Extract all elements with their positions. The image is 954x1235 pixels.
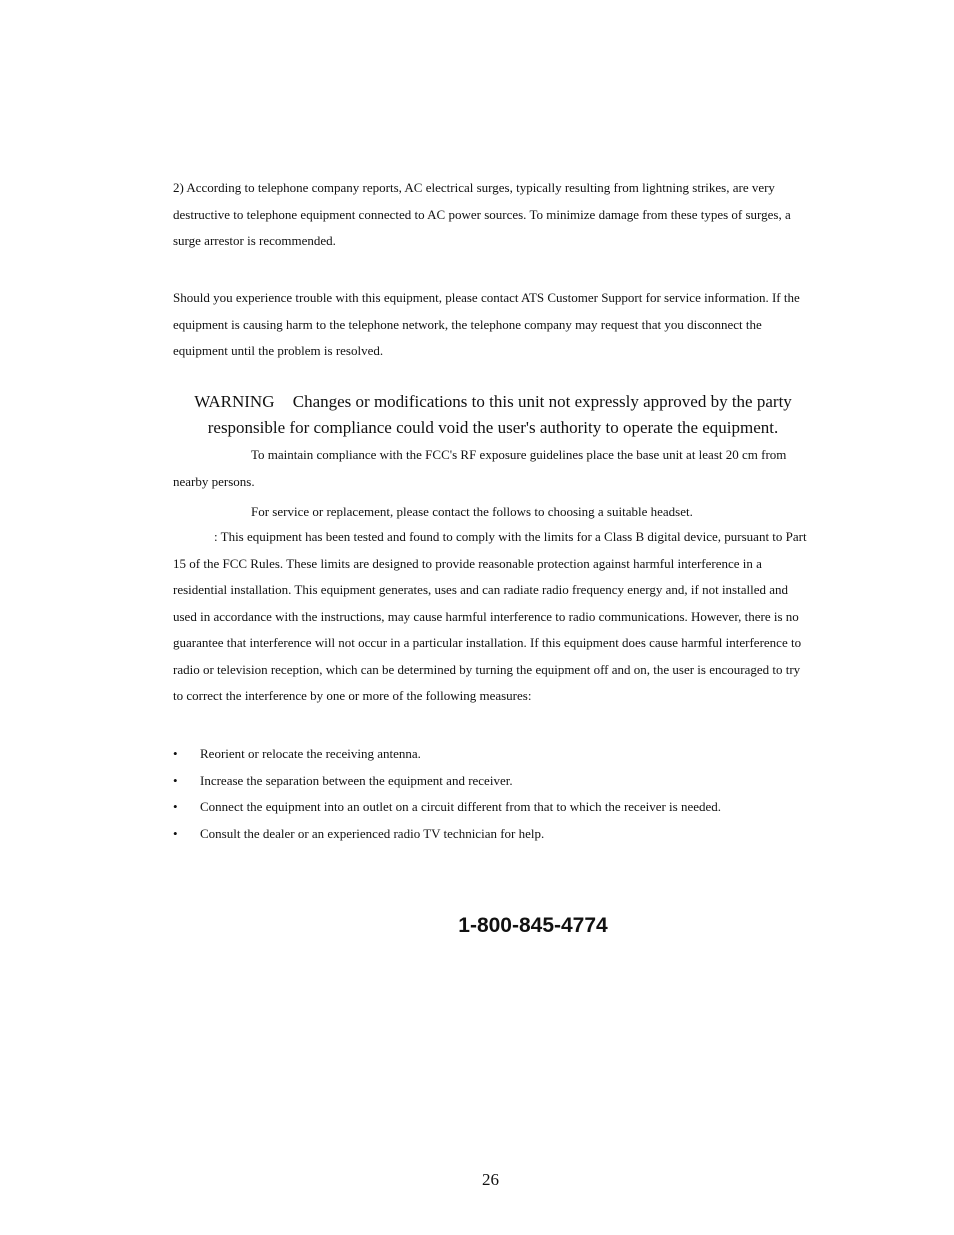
list-item-text: Consult the dealer or an experienced radio TV technician for help. (200, 825, 545, 841)
warning-text: Changes or modifications to this unit not expressly approved by the party responsible for compliance could void the user's authority to operate the equipment. (207, 392, 792, 437)
list-item (173, 741, 721, 768)
support-phone-number: 1-800-845-4774 (458, 914, 608, 937)
list-item-text: Connect the equipment into an outlet on a circuit different from that to which the receiver is needed. (200, 799, 722, 814)
list-item (173, 794, 721, 821)
fcc-notice-paragraph: : This equipment has been tested and found to comply with the limits for a Class B digital device, pursuant to Part 15 of the FCC Rules. These limits are designed to provide reasonable protection against harmful interference in a residential installation. This equipment generates, uses and can radiate radio frequency energy and, if not installed and used in accordance with the instructions, may cause harmful interference to radio communications. However, there is no guarantee that interference will not occur in a particular installation. If this equipment does cause harmful interference to radio or television reception, which can be determined by turning the equipment off and on, the user is encouraged to try to correct the interference by one or more of the following measures: (173, 529, 807, 703)
page-number: 26 (482, 1170, 499, 1189)
list-item-text: Increase the separation between the equipment and receiver. (200, 772, 513, 788)
surge-paragraph: 2) According to telephone company reports, AC electrical surges, typically resulting from lightning strikes, are very destructive to telephone equipment connected to AC power sources. To minimize damage from these types of surges, a surge arrestor is recommended. (173, 180, 791, 248)
list-item-text: Reorient or relocate the receiving antenna. (200, 746, 421, 761)
measures-list (173, 741, 721, 847)
list-item (173, 768, 721, 795)
service-paragraph: For service or replacement, please contact the follows to choosing a suitable headset. (251, 504, 693, 519)
bullet-icon: • (173, 799, 178, 814)
warning-label: WARNING (194, 392, 275, 411)
bullet-icon: • (173, 772, 178, 788)
list-item (173, 821, 721, 848)
bullet-icon: • (173, 746, 178, 761)
warning-notice (173, 389, 813, 441)
bullet-icon: • (173, 825, 178, 841)
trouble-paragraph: Should you experience trouble with this equipment, please contact ATS Customer Support for service information. If the equipment is causing harm to the telephone network, the telephone company may request that you disconnect the equipment until the problem is resolved. (173, 290, 800, 358)
rf-exposure-paragraph: To maintain compliance with the FCC's RF exposure guidelines place the base unit at least 20 cm from nearby persons. (173, 447, 787, 489)
